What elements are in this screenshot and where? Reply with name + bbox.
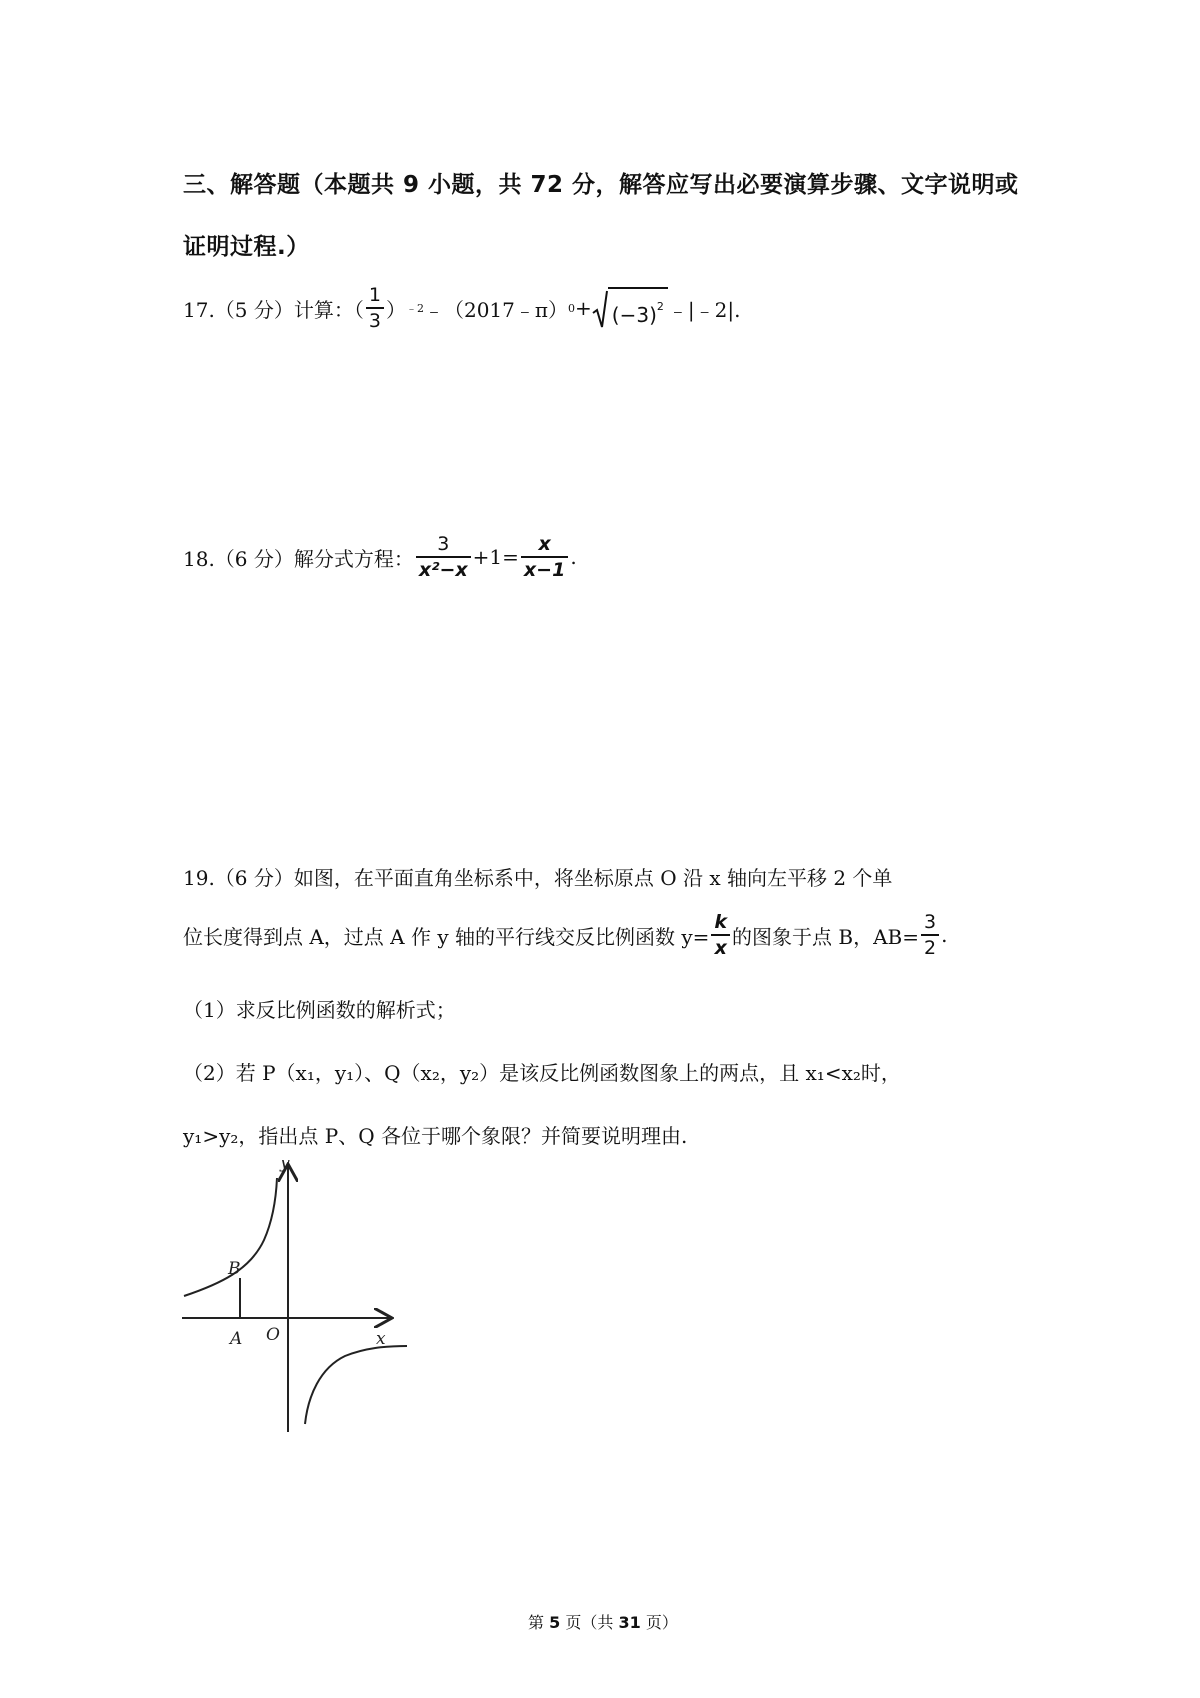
x-axis-label: x [376,1329,386,1349]
q19-line2b: 的图象于点 B，AB= [732,924,919,949]
radical-sign-icon [592,289,608,329]
q19-line1: 19.（6 分）如图，在平面直角坐标系中，将坐标原点 O 沿 x 轴向左平移 2 个单 [183,866,893,890]
y-axis-label: y [280,1160,290,1173]
section-heading-line1: 三、解答题（本题共 9 小题，共 72 分，解答应写出必要演算步骤、文字说明或 [183,172,1019,198]
point-b-label: B [228,1259,241,1279]
section-heading-line2: 证明过程.） [183,234,310,260]
q19-line2c: . [941,923,948,947]
q18-left-num: 3 [437,533,450,555]
q19-ab-den: 2 [921,934,939,960]
q18-right-num: x [538,533,551,555]
q17-sqrt [592,287,668,329]
q19-k: k [714,911,728,933]
q18-right-den: x−1 [521,556,568,582]
q17-exponent-0: 0 [568,301,576,315]
page-footer [528,1610,678,1633]
q19-line2 [183,910,947,960]
q19-part2: （2）若 P（x₁，y₁）、Q（x₂，y₂）是该反比例函数图象上的两点，且 x₁<x₂时， [183,1061,901,1085]
q17-frac-num: 1 [368,284,381,306]
q17-prefix: 17.（5 分）计算：（ [183,297,364,322]
q18-end: . [570,545,577,569]
q18-left-den: x²−x [416,556,471,582]
q19-x: x [711,934,730,960]
hyperbola-graph [180,1160,420,1440]
footer-post: 页） [645,1613,678,1632]
q19-part1: （1）求反比例函数的解析式； [183,998,456,1022]
question-17 [183,283,740,333]
q19-fraction-ab [921,910,939,960]
q18-fraction-right [521,532,568,582]
q19-line2a: 位长度得到点 A，过点 A 作 y 轴的平行线交反比例函数 y= [183,924,710,949]
q17-frac-den: 3 [366,307,384,333]
q19-fraction-kx [711,910,730,960]
footer-page-number: 5 [549,1613,561,1632]
hyperbola-branch-lower [305,1346,407,1424]
q18-mid: +1= [472,545,519,569]
footer-total-pages: 31 [618,1613,641,1632]
q17-exponent-neg2: ﹣2 [405,302,424,315]
q17-radicand [608,287,668,329]
q17-fraction [366,283,384,333]
q18-prefix: 18.（6 分）解分式方程： [183,546,414,571]
q17-radicand-exponent: 2 [656,300,664,313]
q19-ab-num: 3 [923,911,937,933]
footer-pre: 第 [528,1613,545,1632]
point-a-label: A [230,1329,243,1349]
q19-part2b: y₁>y₂，指出点 P、Q 各位于哪个象限？并简要说明理由. [183,1124,688,1148]
q17-part3: ﹣（2017﹣π） [423,297,569,322]
q17-plus: + [575,296,592,320]
footer-mid: 页（共 [565,1613,614,1632]
q17-radicand-text: (−3) [611,303,657,327]
q17-close-paren: ） [385,297,406,322]
q17-tail: ﹣|﹣2|. [667,297,741,322]
q18-fraction-left [416,532,471,582]
origin-label: O [266,1325,280,1345]
question-18 [183,532,577,582]
